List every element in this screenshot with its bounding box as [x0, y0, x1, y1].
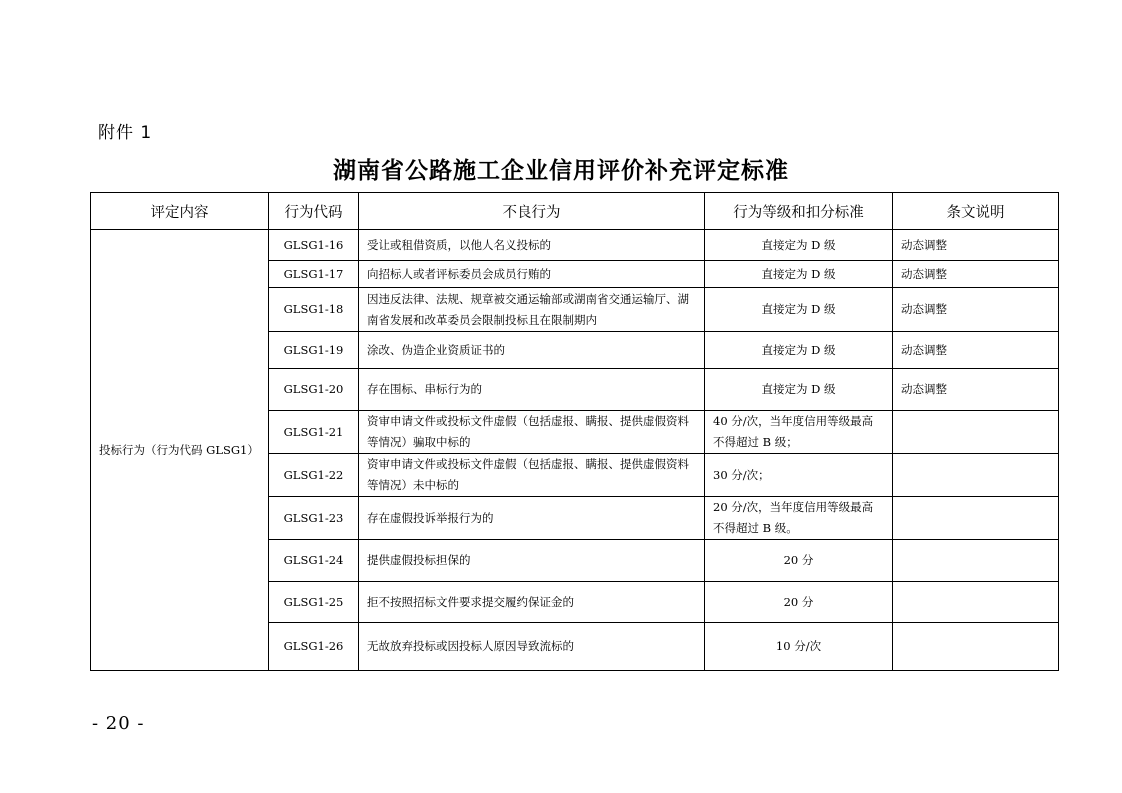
- behavior-text: 资审申请文件或投标文件虚假（包括虚报、瞒报、提供虚假资料等情况）未中标的: [359, 454, 705, 497]
- behavior-code: GLSG1-19: [269, 332, 359, 369]
- grade-text: 40 分/次，当年度信用等级最高不得超过 B 级；: [705, 411, 893, 454]
- note-text: 动态调整: [893, 230, 1059, 261]
- behavior-code: GLSG1-16: [269, 230, 359, 261]
- note-text: [893, 582, 1059, 623]
- behavior-code: GLSG1-24: [269, 540, 359, 582]
- grade-text: 直接定为 D 级: [705, 230, 893, 261]
- table-row: [91, 230, 1059, 261]
- page-number: - 20 -: [92, 713, 145, 734]
- note-text: 动态调整: [893, 369, 1059, 411]
- grade-text: 30 分/次；: [705, 454, 893, 497]
- behavior-text: 资审申请文件或投标文件虚假（包括虚报、瞒报、提供虚假资料等情况）骗取中标的: [359, 411, 705, 454]
- behavior-code: GLSG1-25: [269, 582, 359, 623]
- header-behavior-code: 行为代码: [269, 193, 359, 230]
- header-grade-deduction: 行为等级和扣分标准: [705, 193, 893, 230]
- behavior-text: 涂改、伪造企业资质证书的: [359, 332, 705, 369]
- grade-text: 直接定为 D 级: [705, 369, 893, 411]
- behavior-code: GLSG1-17: [269, 261, 359, 288]
- behavior-text: 存在围标、串标行为的: [359, 369, 705, 411]
- behavior-code: GLSG1-18: [269, 288, 359, 332]
- behavior-code: GLSG1-20: [269, 369, 359, 411]
- grade-text: 20 分/次，当年度信用等级最高不得超过 B 级。: [705, 497, 893, 540]
- behavior-text: 无故放弃投标或因投标人原因导致流标的: [359, 623, 705, 671]
- grade-text: 20 分: [705, 582, 893, 623]
- behavior-code: GLSG1-26: [269, 623, 359, 671]
- table-header-row: [91, 193, 1059, 230]
- attachment-label: 附件 1: [98, 123, 153, 143]
- note-text: [893, 411, 1059, 454]
- behavior-text: 受让或租借资质，以他人名义投标的: [359, 230, 705, 261]
- behavior-code: GLSG1-21: [269, 411, 359, 454]
- note-text: 动态调整: [893, 288, 1059, 332]
- behavior-text: 存在虚假投诉举报行为的: [359, 497, 705, 540]
- standards-table: [90, 192, 1059, 671]
- note-text: 动态调整: [893, 261, 1059, 288]
- header-clause-note: 条文说明: [893, 193, 1059, 230]
- note-text: 动态调整: [893, 332, 1059, 369]
- grade-text: 20 分: [705, 540, 893, 582]
- grade-text: 直接定为 D 级: [705, 288, 893, 332]
- note-text: [893, 454, 1059, 497]
- note-text: [893, 623, 1059, 671]
- category-cell: 投标行为（行为代码 GLSG1）: [91, 230, 269, 671]
- grade-text: 直接定为 D 级: [705, 261, 893, 288]
- header-bad-behavior: 不良行为: [359, 193, 705, 230]
- behavior-code: GLSG1-22: [269, 454, 359, 497]
- behavior-text: 向招标人或者评标委员会成员行贿的: [359, 261, 705, 288]
- document-title: 湖南省公路施工企业信用评价补充评定标准: [333, 157, 789, 184]
- header-evaluation-content: 评定内容: [91, 193, 269, 230]
- note-text: [893, 540, 1059, 582]
- behavior-text: 因违反法律、法规、规章被交通运输部或湖南省交通运输厅、湖南省发展和改革委员会限制投标且在限制期内: [359, 288, 705, 332]
- grade-text: 10 分/次: [705, 623, 893, 671]
- behavior-code: GLSG1-23: [269, 497, 359, 540]
- grade-text: 直接定为 D 级: [705, 332, 893, 369]
- behavior-text: 拒不按照招标文件要求提交履约保证金的: [359, 582, 705, 623]
- note-text: [893, 497, 1059, 540]
- behavior-text: 提供虚假投标担保的: [359, 540, 705, 582]
